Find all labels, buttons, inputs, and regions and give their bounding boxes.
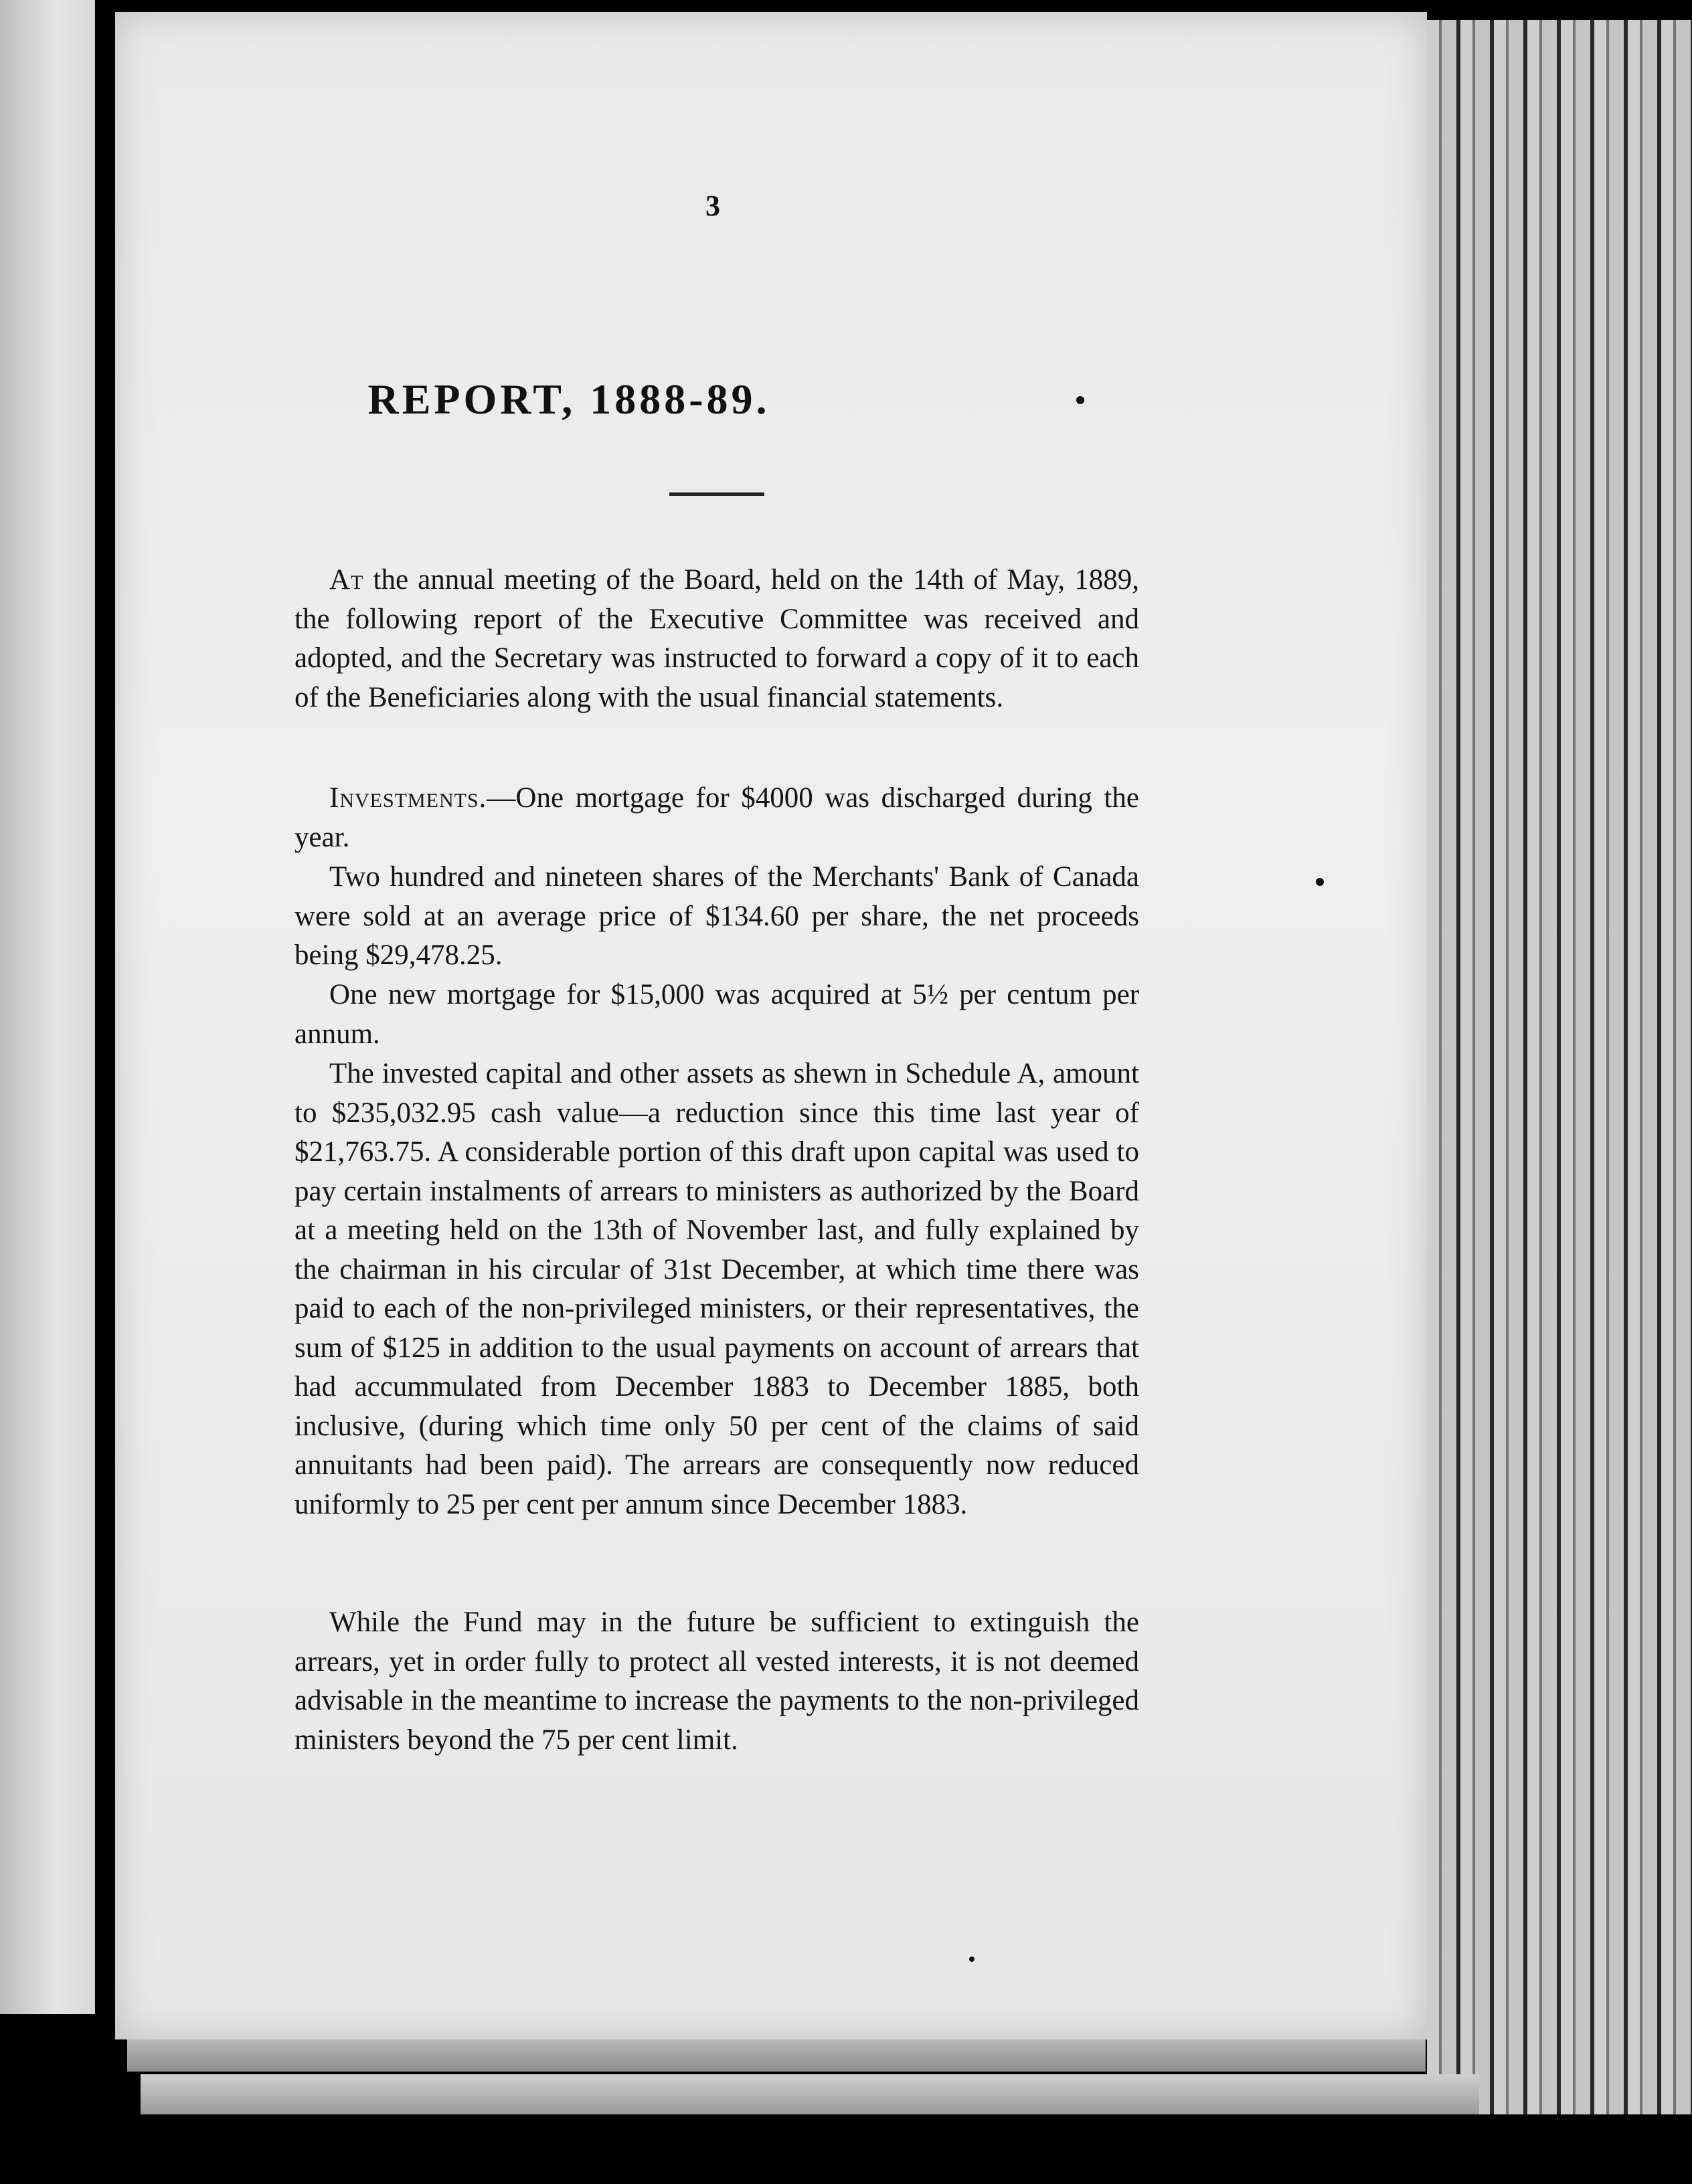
- page-bottom-edge: [127, 2039, 1426, 2072]
- paragraph-text: The invested capital and other assets as shewn in Schedule A, amount to $235,032.95 cash value—a reduction since this time last year of $21,763.75. A considerable portion of this draft upon capital was used to pay certain instalments of arrears to ministers as authorized by the Board at a meeting held on the 13th of November last, and fully explained by the chairman in his circular of 31st December, at which time there was paid to each of the non-privileged ministers, or their representatives, the sum of $125 in addition to the usual payments on account of arrears that had accummulated from December 1883 to December 1885, both inclusive, (during which time only 50 per cent of the claims of said annuitants had been paid). The arrears are consequently now reduced uniformly to 25 per cent per annum since December 1883.: [294, 1058, 1139, 1520]
- paragraph-intro: [294, 561, 1139, 717]
- ink-speck: [969, 1956, 975, 1962]
- paragraph-text: While the Fund may in the future be sufficient to extinguish the arrears, yet in order fully to protect all vested interests, it is not deemed advisable in the meantime to increase the payments to the non-privileged ministers beyond the 75 per cent limit.: [294, 1607, 1139, 1756]
- book-page-edges: [1427, 20, 1692, 2114]
- paragraph-new-mortgage: [294, 976, 1139, 1054]
- paragraph-text: One new mortgage for $15,000 was acquired at 5½ per centum per annum.: [294, 979, 1139, 1050]
- paragraph-lead: Investments.: [329, 782, 487, 814]
- book-cover-bottom: [141, 2074, 1479, 2114]
- paragraph-text: Two hundred and nineteen shares of the Merchants' Bank of Canada were sold at an average price of $134.60 per share, the net proceeds being $29,478.25.: [294, 861, 1139, 971]
- paragraph-invested-capital: [294, 1055, 1139, 1524]
- paragraph-investments: [294, 779, 1139, 857]
- ink-speck: [1316, 878, 1324, 886]
- paragraph-text: —One mortgage for $4000 was discharged during the year.: [294, 782, 1139, 853]
- paragraph-shares: [294, 858, 1139, 976]
- paragraph-lead: At: [329, 564, 364, 596]
- report-title: REPORT, 1888-89.: [367, 375, 770, 423]
- previous-page-edge: [0, 0, 95, 2014]
- paragraph-text: the annual meeting of the Board, held on the 14th of May, 1889, the following report of the Executive Committee was received and adopted, and the Secretary was instructed to forward a copy of it to each of the Beneficiaries along with the usual financial statements.: [294, 564, 1139, 713]
- title-divider: [669, 492, 764, 496]
- page-number: 3: [705, 189, 720, 222]
- ink-speck: [1076, 396, 1084, 404]
- paragraph-fund-outlook: [294, 1603, 1139, 1760]
